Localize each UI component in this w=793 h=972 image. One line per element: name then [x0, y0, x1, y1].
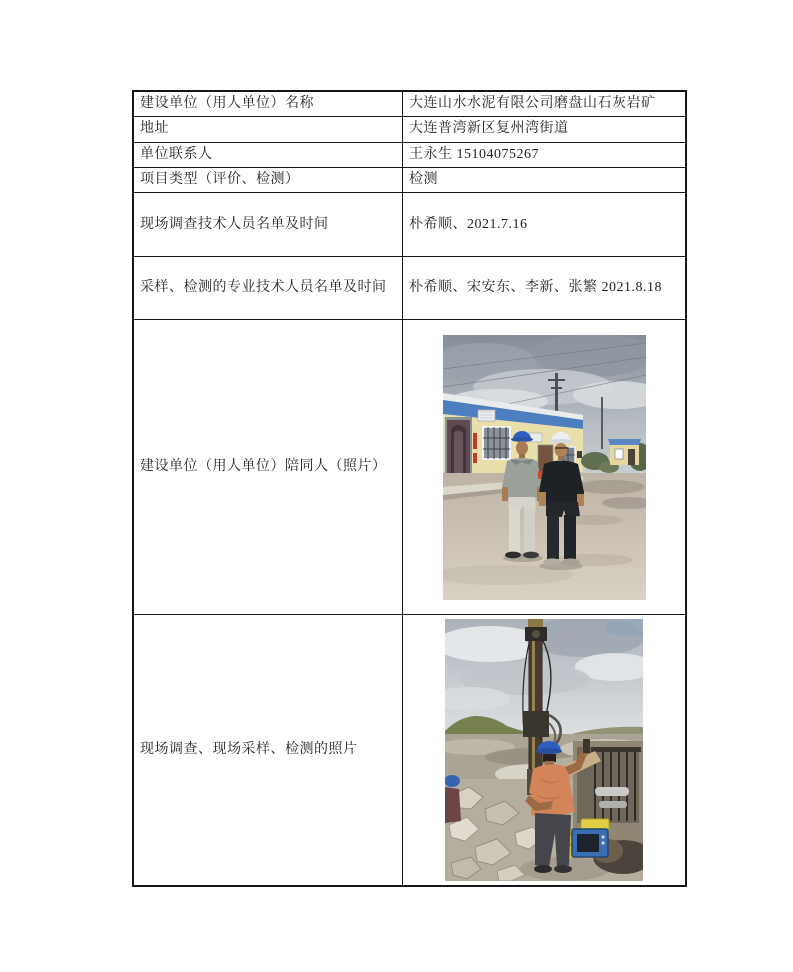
- field-label: 采样、检测的专业技术人员名单及时间: [133, 257, 403, 320]
- table-row: [133, 117, 686, 142]
- field-value: 王永生 15104075267: [403, 142, 687, 167]
- sampling-photo-cell: [403, 615, 687, 886]
- sampling-photo: [409, 619, 679, 881]
- field-label: 建设单位（用人单位）陪同人（照片）: [133, 320, 403, 615]
- bystander-partial: [445, 775, 461, 823]
- table-row: [133, 142, 686, 167]
- table-row: [133, 257, 686, 320]
- field-label: 现场调查、现场采样、检测的照片: [133, 615, 403, 886]
- field-label: 项目类型（评价、检测）: [133, 167, 403, 192]
- distant-hut: [608, 439, 641, 465]
- sampling-photo-illustration: [445, 619, 643, 881]
- escort-photo-illustration: [443, 335, 646, 600]
- project-info-table: [132, 90, 687, 887]
- field-value: 朴希顺、宋安东、李新、张繁 2021.8.18: [403, 257, 687, 320]
- field-label: 地址: [133, 117, 403, 142]
- escort-photo: [409, 335, 679, 600]
- field-value: 朴希顺、2021.7.16: [403, 193, 687, 257]
- table-row: [133, 167, 686, 192]
- escort-photo-cell: [403, 320, 687, 615]
- field-label: 建设单位（用人单位）名称: [133, 91, 403, 117]
- field-value: 大连山水水泥有限公司磨盘山石灰岩矿: [403, 91, 687, 117]
- table-row: [133, 193, 686, 257]
- field-value: 大连普湾新区复州湾街道: [403, 117, 687, 142]
- table-row: [133, 320, 686, 615]
- field-label: 现场调查技术人员名单及时间: [133, 193, 403, 257]
- field-label: 单位联系人: [133, 142, 403, 167]
- table-row: [133, 615, 686, 886]
- table-row: [133, 91, 686, 117]
- field-value: 检测: [403, 167, 687, 192]
